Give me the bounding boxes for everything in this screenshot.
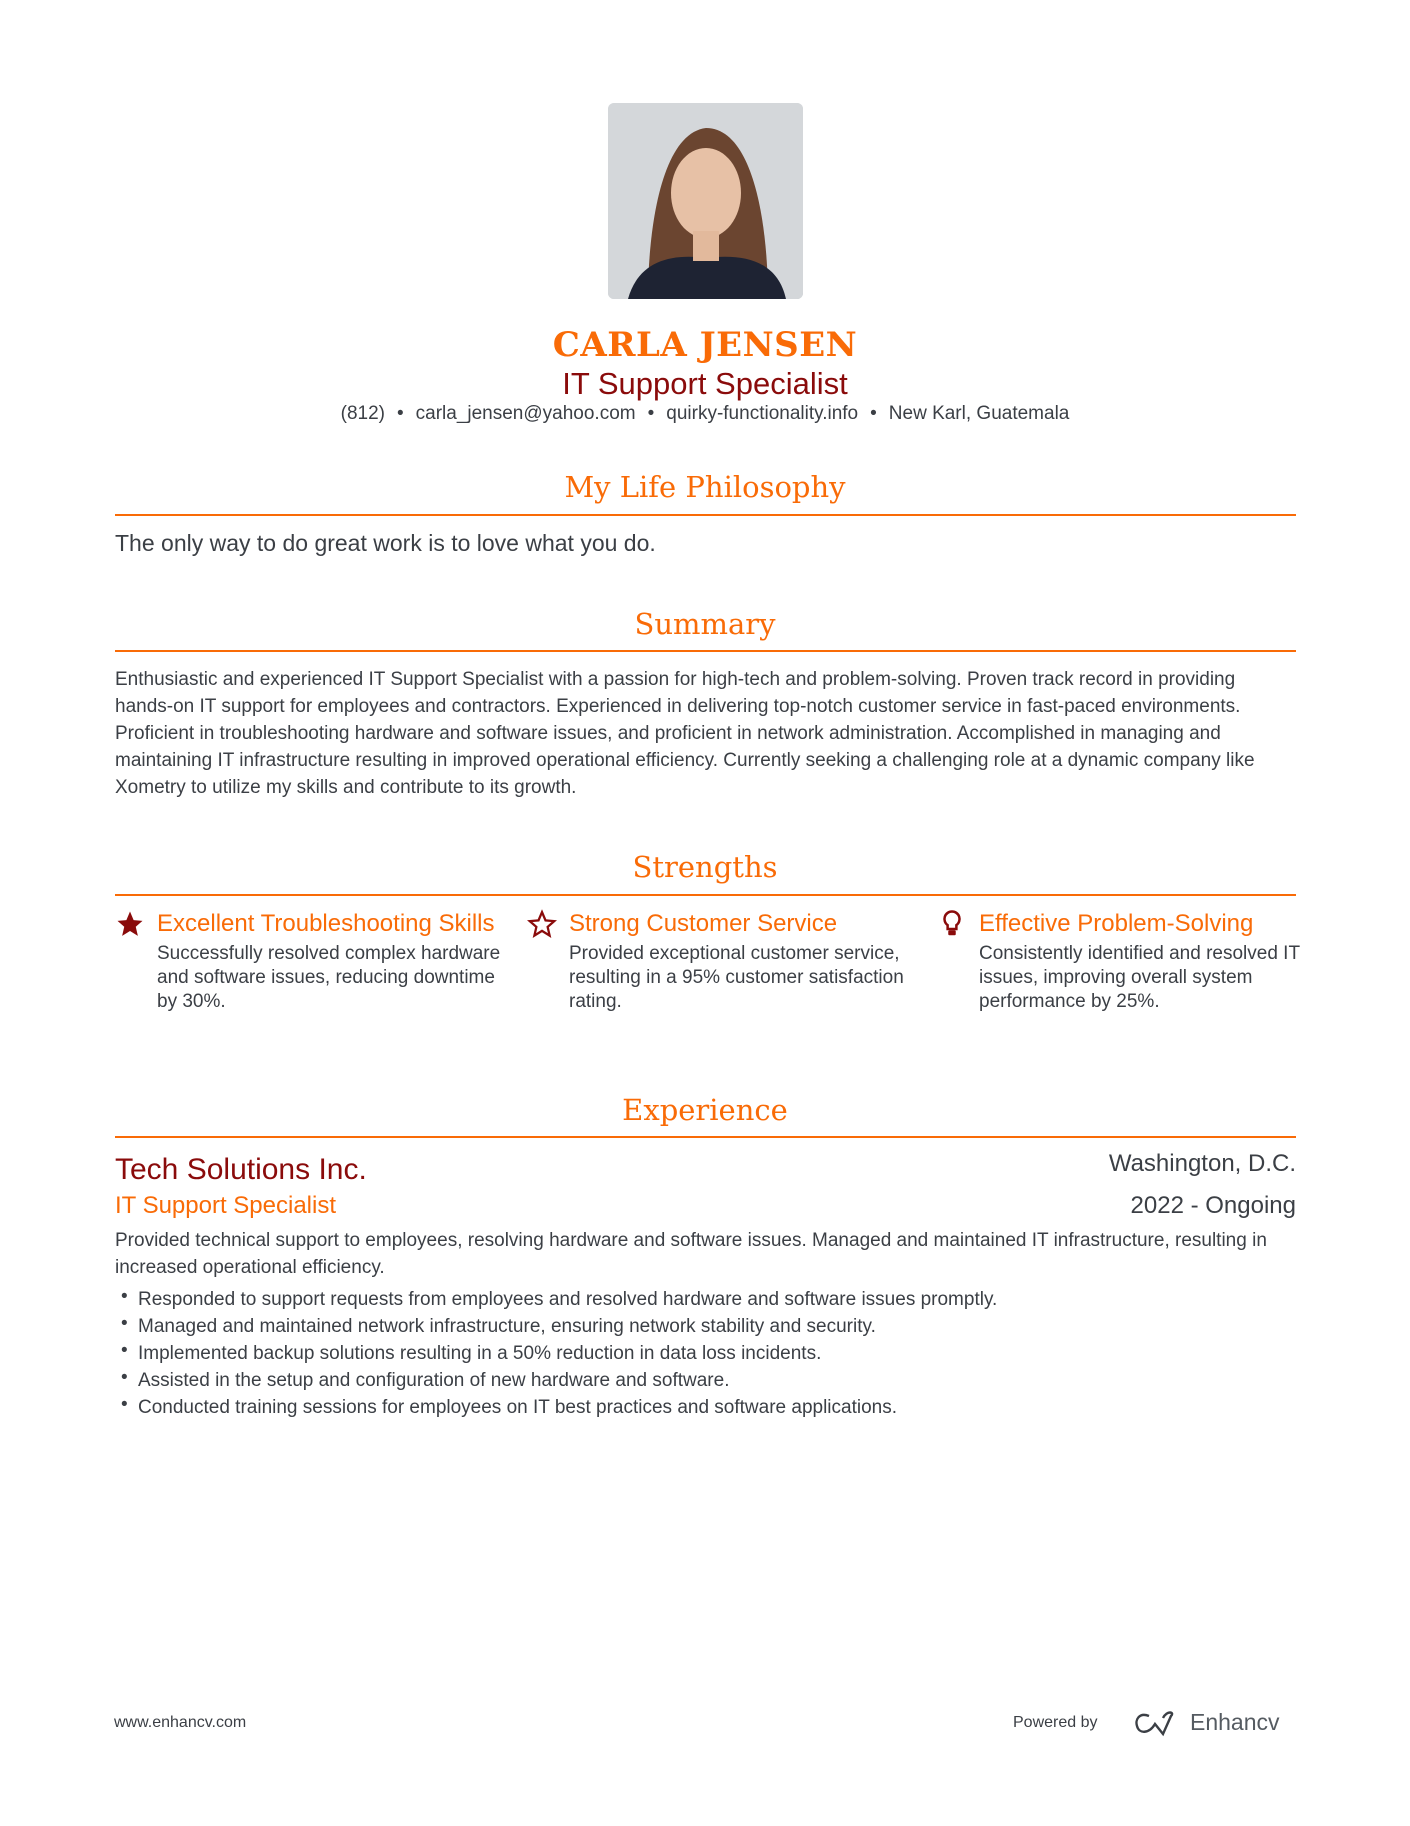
phone: (812) <box>340 403 385 424</box>
strength-title: Strong Customer Service <box>569 910 838 937</box>
candidate-title: IT Support Specialist <box>562 366 848 401</box>
company-name: Tech Solutions Inc. <box>115 1153 367 1186</box>
strength-item <box>157 909 502 1014</box>
summary-text: Enthusiastic and experienced IT Support Specialist with a passion for high-tech and problem-solving. Proven track record in providing hands-on IT support for employees and contractors. Experienced in delivering top-notch customer service in fast-paced environments. Proficient in troubleshooting hardware and software issues, and proficient in network administration. Accomplished in managing and maintaining IT infrastructure resulting in improved operational efficiency. Currently seeking a challenging role at a dynamic company like Xometry to utilize my skills and contribute to its growth. <box>115 669 1255 798</box>
section-divider <box>115 894 1296 896</box>
strength-description: Successfully resolved complex hardware and software issues, reducing downtime by 30%. <box>157 943 501 1012</box>
portrait-image <box>608 103 803 299</box>
job-dates: 2022 - Ongoing <box>1130 1192 1296 1219</box>
philosophy-text: The only way to do great work is to love what you do. <box>115 530 656 556</box>
section-divider <box>115 650 1296 652</box>
strength-title: Excellent Troubleshooting Skills <box>157 910 495 937</box>
lightbulb-icon <box>937 909 967 939</box>
section-heading-summary: Summary <box>634 607 776 641</box>
strength-description: Consistently identified and resolved IT issues, improving overall system performance by 25%. <box>979 943 1300 1012</box>
powered-by-label: Powered by <box>1013 1714 1098 1731</box>
strength-description: Provided exceptional customer service, resulting in a 95% customer satisfaction rating. <box>569 943 904 1012</box>
strength-item <box>979 909 1324 1014</box>
email-link[interactable]: carla_jensen@yahoo.com <box>415 403 636 424</box>
footer-website-link[interactable]: www.enhancv.com <box>114 1714 247 1731</box>
achievement-item: • Conducted training sessions for employees on IT best practices and software applications. <box>115 1394 1296 1421</box>
section-divider <box>115 1136 1296 1138</box>
separator: • <box>647 403 655 424</box>
candidate-name: CARLA JENSEN <box>552 325 858 365</box>
website-link[interactable]: quirky-functionality.info <box>666 403 859 424</box>
location: New Karl, Guatemala <box>888 403 1070 424</box>
job-achievements <box>115 1286 1296 1421</box>
section-heading-philosophy: My Life Philosophy <box>564 470 846 504</box>
section-divider <box>115 514 1296 516</box>
achievement-item: • Assisted in the setup and configuration of new hardware and software. <box>115 1367 1296 1394</box>
section-heading-strengths: Strengths <box>632 850 778 884</box>
section-heading-experience: Experience <box>622 1093 788 1127</box>
achievement-item: • Responded to support requests from employees and resolved hardware and software issues promptly. <box>115 1286 1296 1313</box>
enhancv-brand: Enhancv <box>1190 1709 1280 1735</box>
strength-title: Effective Problem-Solving <box>979 910 1254 937</box>
enhancv-logo-icon <box>1133 1710 1179 1738</box>
job-role: IT Support Specialist <box>115 1192 337 1219</box>
contact-info <box>0 403 1410 425</box>
job-description: Provided technical support to employees, resolving hardware and software issues. Managed and maintained IT infrastructure, resulting in increased operational efficiency. <box>115 1230 1267 1278</box>
star-outline-icon <box>527 909 557 939</box>
star-filled-icon <box>115 909 145 939</box>
profile-photo <box>608 103 803 299</box>
strength-item <box>569 909 914 1014</box>
achievement-item: • Managed and maintained network infrastructure, ensuring network stability and security. <box>115 1313 1296 1340</box>
separator: • <box>396 403 404 424</box>
achievement-item: • Implemented backup solutions resulting in a 50% reduction in data loss incidents. <box>115 1340 1296 1367</box>
job-location: Washington, D.C. <box>1108 1150 1296 1177</box>
separator: • <box>870 403 877 424</box>
